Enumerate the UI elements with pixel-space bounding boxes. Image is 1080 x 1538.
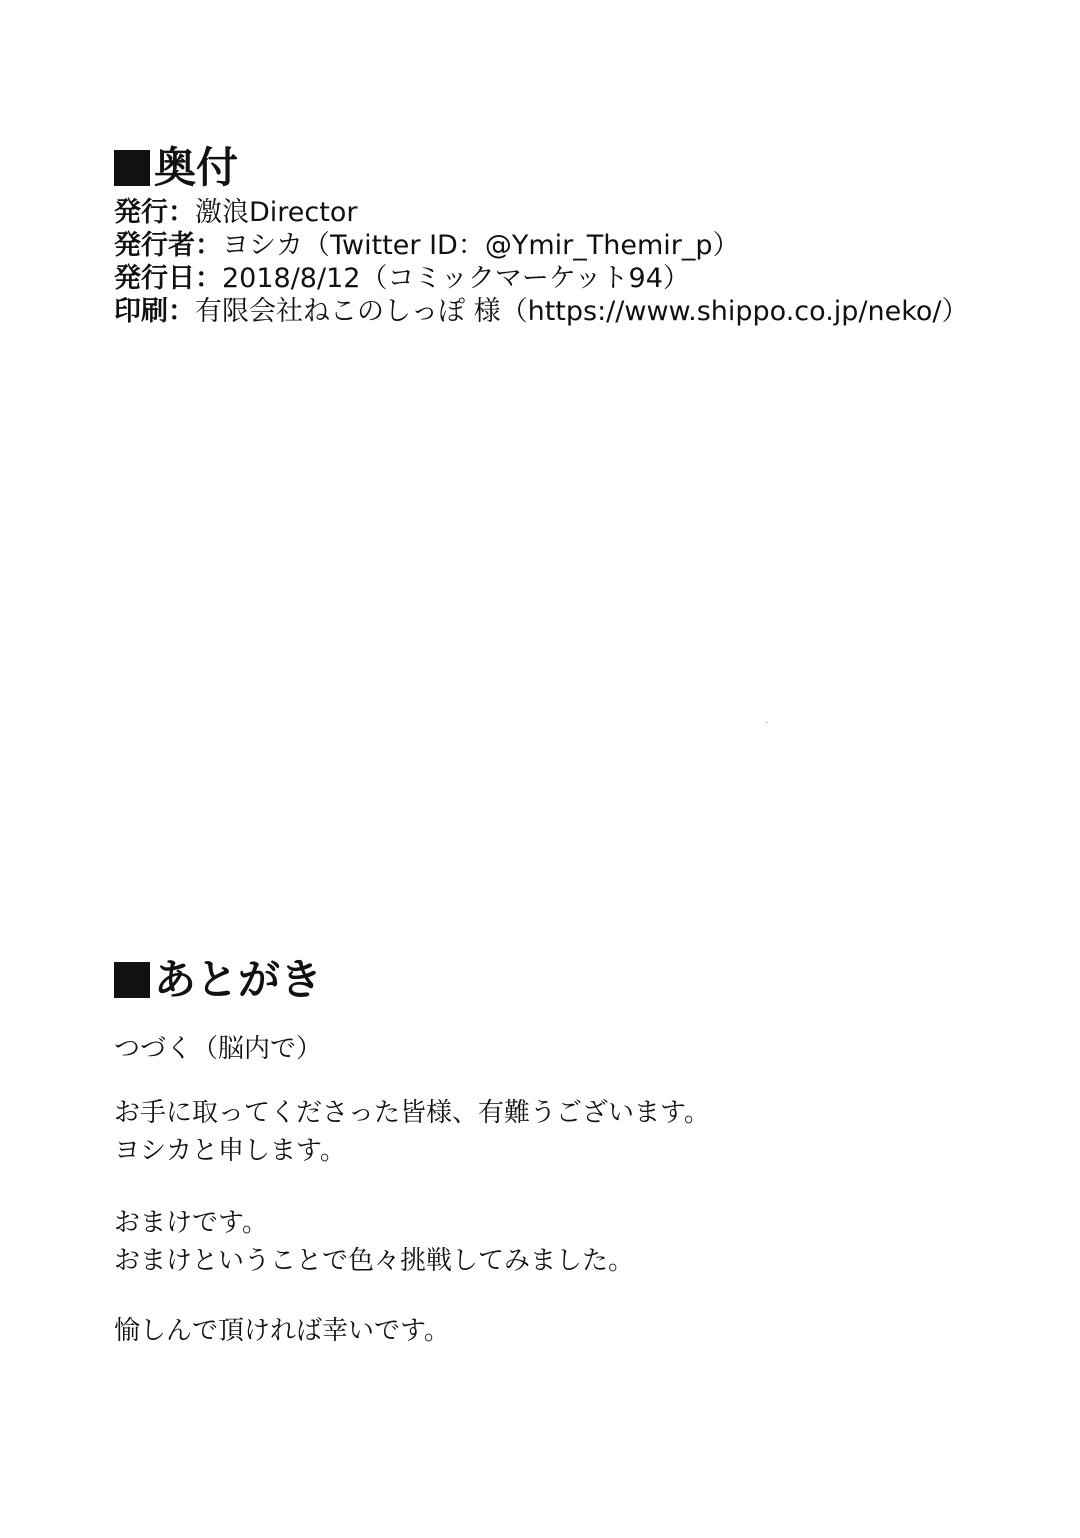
afterword-heading (114, 952, 1054, 1008)
printer-label: 印刷 (114, 296, 168, 327)
afterword-line: つづく（脳内で） (114, 1034, 323, 1064)
date-line (114, 262, 1054, 295)
printer-separator: ： (168, 296, 195, 327)
colophon-heading (114, 140, 1054, 196)
author-line (114, 229, 1054, 262)
author-value: ヨシカ（Twitter ID：@Ymir_Themir_p） (222, 230, 740, 261)
author-label: 発行者 (114, 230, 195, 261)
date-label: 発行日 (114, 263, 195, 294)
black-square-icon (114, 962, 150, 998)
printer-value: 有限会社ねこのしっぽ 様（https://www.shippo.co.jp/neko/） (195, 296, 969, 327)
afterword-line: おまけです。 (114, 1208, 268, 1238)
afterword-line: ヨシカと申します。 (114, 1136, 346, 1166)
scan-speck (766, 722, 768, 723)
colophon-section (114, 140, 1054, 328)
publisher-label: 発行 (114, 197, 168, 228)
black-square-icon (114, 150, 150, 186)
publisher-line (114, 196, 1054, 229)
publisher-value: 激浪Director (195, 197, 358, 228)
publisher-separator: ： (168, 197, 195, 228)
author-separator: ： (195, 230, 222, 261)
afterword-heading-text: あとがき (154, 955, 323, 1004)
afterword-line: おまけということで色々挑戦してみました。 (114, 1246, 635, 1276)
afterword-line: お手に取ってくださった皆様、有難うございます。 (114, 1098, 710, 1128)
colophon-heading-text: 奥付 (154, 143, 239, 192)
printer-line (114, 295, 1054, 328)
date-separator: ： (195, 263, 222, 294)
afterword-line: 愉しんで頂ければ幸いです。 (114, 1316, 450, 1346)
date-value: 2018/8/12（コミックマーケット94） (222, 263, 690, 294)
afterword-section (114, 952, 1054, 1350)
